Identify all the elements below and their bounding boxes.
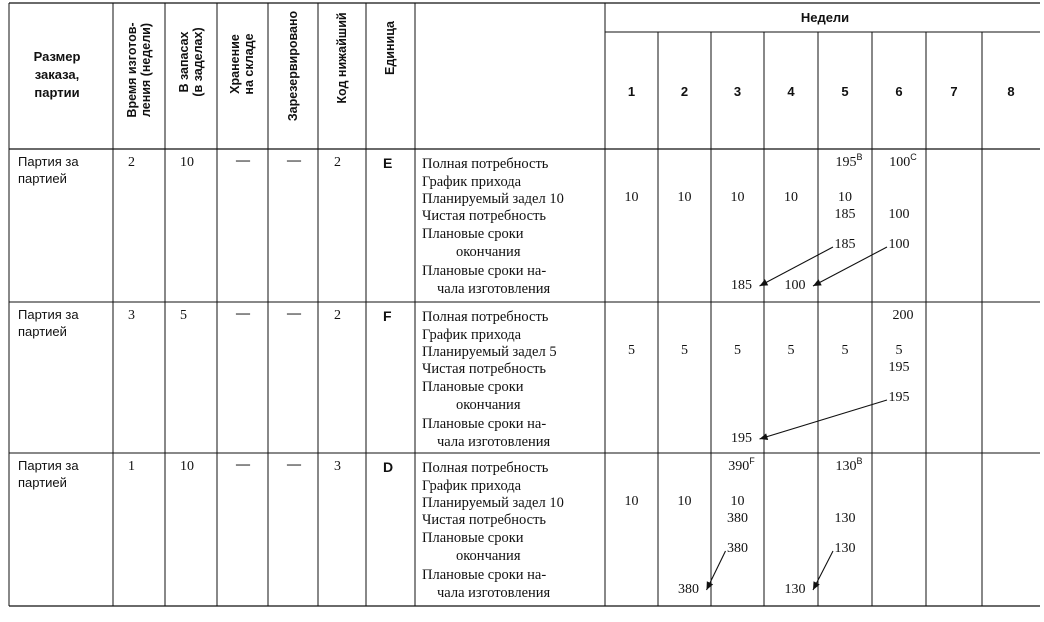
row-1-gross-w5-value: 195 [835,155,857,170]
row-3-reserved: — [287,457,301,472]
week-header-1: 1 [627,84,636,99]
row-1-start-w3-value: 185 [731,278,752,293]
header-low-code [335,12,349,103]
row-3-arrow-w3-to-w2 [707,551,726,590]
header-size [34,48,81,102]
row-1-finish-w6 [889,237,910,253]
row-3-start-w2 [678,582,699,598]
row-1-label-gross: Полная потребность [422,156,549,172]
row-3-label-receipts: График прихода [422,478,522,494]
row-1-planned-w2 [678,190,692,206]
row-2-arrow-w6-to-w3 [760,400,888,440]
row-2-finish-w6 [889,390,910,406]
row-1-planned-w2-value: 10 [677,190,692,205]
row-1-size-line-2: партией [18,171,67,186]
row-2-planned-w3-value: 5 [734,343,741,358]
row-3-size-line-1: Партия за [18,458,79,473]
header-stock [177,27,205,96]
row-2-label-gross: Полная потребность [422,309,549,325]
row-2-gross-w6 [893,308,914,324]
row-1-gross-w5-source-code: B [856,152,863,162]
row-3-gross-w3-value: 390 [728,459,750,474]
header-size-line-2: заказа, [34,67,80,82]
row-1-label-start-2: чала изготовления [437,281,551,297]
header-reserved-text: Зарезервировано [286,10,300,122]
row-1-planned-w3 [731,190,745,206]
row-1-planned-w5 [838,190,852,206]
header-size-line-1: Размер [33,49,81,64]
row-1-finish-w5-value: 185 [834,237,856,252]
row-2-reserved: — [287,306,301,321]
row-3-arrow-w5-to-w4 [813,551,833,590]
row-1-gross-w5 [835,152,863,171]
week-header-8: 8 [1007,84,1015,99]
header-size-line-3: партии [34,85,80,100]
row-3-gross-w3-source-code: F [749,456,755,466]
row-3-finish-w3-value: 380 [727,541,748,556]
row-1-gross-w6-source-code: C [910,152,917,162]
row-1-net-w6 [889,207,910,223]
row-1-planned-w1 [625,190,639,206]
header-lead-time-line-1: Время изготов- [125,22,139,118]
row-1-net-w5-value: 185 [834,207,856,222]
row-2-planned-w5 [842,343,849,359]
row-1-start-w3 [731,278,752,294]
row-1-stock: 10 [180,155,194,170]
row-2-low-code: 2 [334,308,341,323]
week-header-6: 6 [895,84,903,99]
row-1-finish-w6-value: 100 [888,237,910,252]
row-2-net-w6-value: 195 [888,360,910,375]
row-3-label-start-2: чала изготовления [437,585,551,601]
row-2-size-line-1: Партия за [18,307,79,322]
row-1-planned-w4-value: 10 [784,190,798,205]
row-1-planned-w4 [784,190,798,206]
row-1-storage: — [236,153,250,168]
row-3-unit: D [383,459,394,475]
row-1-planned-w1-value: 10 [624,190,639,205]
row-3-finish-w5-value: 130 [834,541,856,556]
row-2-label-finish-2: окончания [456,397,521,413]
row-3-net-w5 [835,511,856,527]
header-storage-line-1: Хранение [228,34,242,94]
row-2-planned-w4 [788,343,795,359]
row-1-label-finish-1: Плановые сроки [422,226,524,242]
row-1-net-w6-value: 100 [888,207,910,222]
row-1-label-receipts: График прихода [422,174,522,190]
row-1-start-w4-value: 100 [784,278,806,293]
row-3-lead-time: 1 [128,459,135,474]
row-3-label-net: Чистая потребность [422,512,547,528]
row-3-start-w4 [785,582,806,598]
row-2-planned-w1-value: 5 [628,343,635,358]
header-storage [228,33,256,94]
row-1-low-code: 2 [334,155,341,170]
row-2-size-line-2: партией [18,324,67,339]
row-1-net-w5 [835,207,856,223]
row-3-size-line-2: партией [18,475,67,490]
row-3-finish-w3 [727,541,748,557]
row-3-planned-w3-value: 10 [730,494,745,509]
row-2-lead-time: 3 [128,308,135,323]
header-unit-text: Единица [383,21,397,75]
row-1-label-finish-2: окончания [456,244,521,260]
row-1-finish-w5 [835,237,856,253]
row-3-stock: 10 [180,459,194,474]
row-2-planned-w6-value: 5 [895,343,903,358]
row-3-label-finish-2: окончания [456,548,521,564]
row-2-start-w3 [731,431,752,447]
row-1-label-planned: Планируемый задел 10 [422,191,564,207]
row-3-planned-w3 [731,494,745,510]
row-3-gross-w5-source-code: B [856,456,863,466]
row-2-unit: F [383,308,392,324]
row-3-planned-w2-value: 10 [677,494,692,509]
row-3-label-finish-1: Плановые сроки [422,530,524,546]
row-3-gross-w5-value: 130 [835,459,857,474]
header-unit [383,21,397,75]
row-3-label-planned: Планируемый задел 10 [422,495,564,511]
row-2-label-planned: Планируемый задел 5 [422,344,557,360]
row-1-gross-w6-value: 100 [889,155,911,170]
row-1-label-net: Чистая потребность [422,208,547,224]
row-3-net-w5-value: 130 [834,511,856,526]
row-3-start-w4-value: 130 [784,582,806,597]
header-lead-time-line-2: ления (недели) [139,22,153,118]
row-3-start-w2-value: 380 [678,582,699,597]
week-header-2: 2 [680,84,689,99]
week-header-5: 5 [841,84,849,99]
row-2-net-w6 [889,360,910,376]
row-1-size-line-1: Партия за [18,154,79,169]
row-3-planned-w2 [678,494,692,510]
row-2-label-net: Чистая потребность [422,361,547,377]
row-1-start-w4 [785,278,806,294]
week-header-3: 3 [733,84,742,99]
row-1-planned-w3-value: 10 [730,190,745,205]
row-3-planned-w1-value: 10 [624,494,639,509]
row-1-label-start-1: Плановые сроки на- [422,263,547,279]
row-3-finish-w5 [835,541,856,557]
row-2-stock: 5 [180,308,187,323]
row-2-label-receipts: График прихода [422,327,522,343]
header-stock-line-2: (в заделах) [191,27,205,97]
header-weeks-title: Недели [800,10,850,25]
row-3-net-w3 [727,511,748,527]
row-2-label-start-1: Плановые сроки на- [422,416,547,432]
header-storage-line-2: на складе [242,33,256,95]
row-3-gross-w5 [835,456,863,475]
row-3-net-w3-value: 380 [727,511,748,526]
row-2-planned-w6 [896,343,903,359]
row-3-label-gross: Полная потребность [422,460,549,476]
row-3-label-start-1: Плановые сроки на- [422,567,547,583]
row-2-label-start-2: чала изготовления [437,434,551,450]
week-header-7: 7 [950,84,958,99]
row-2-planned-w5-value: 5 [841,343,849,358]
row-2-finish-w6-value: 195 [888,390,910,405]
row-3-gross-w3 [728,456,755,475]
row-2-storage: — [236,306,250,321]
row-2-start-w3-value: 195 [731,431,752,446]
header-low-code-text: Код нижайший [335,12,349,104]
row-2-planned-w2 [681,343,688,359]
row-1-lead-time: 2 [128,155,135,170]
row-2-label-finish-1: Плановые сроки [422,379,524,395]
row-1-planned-w5-value: 10 [838,190,852,205]
row-1-reserved: — [287,153,301,168]
row-1-gross-w6 [889,152,917,171]
header-reserved [286,11,300,121]
row-1-unit: E [383,155,393,171]
row-2-planned-w2-value: 5 [681,343,688,358]
header-stock-line-1: В запасах [177,31,191,93]
row-3-storage: — [236,457,250,472]
row-2-planned-w1 [628,343,635,359]
row-2-planned-w3 [734,343,741,359]
row-2-planned-w4-value: 5 [787,343,795,358]
row-3-low-code: 3 [334,459,341,474]
row-2-gross-w6-value: 200 [892,308,914,323]
header-lead-time [125,22,153,117]
week-header-4: 4 [787,84,795,99]
row-3-planned-w1 [625,494,639,510]
